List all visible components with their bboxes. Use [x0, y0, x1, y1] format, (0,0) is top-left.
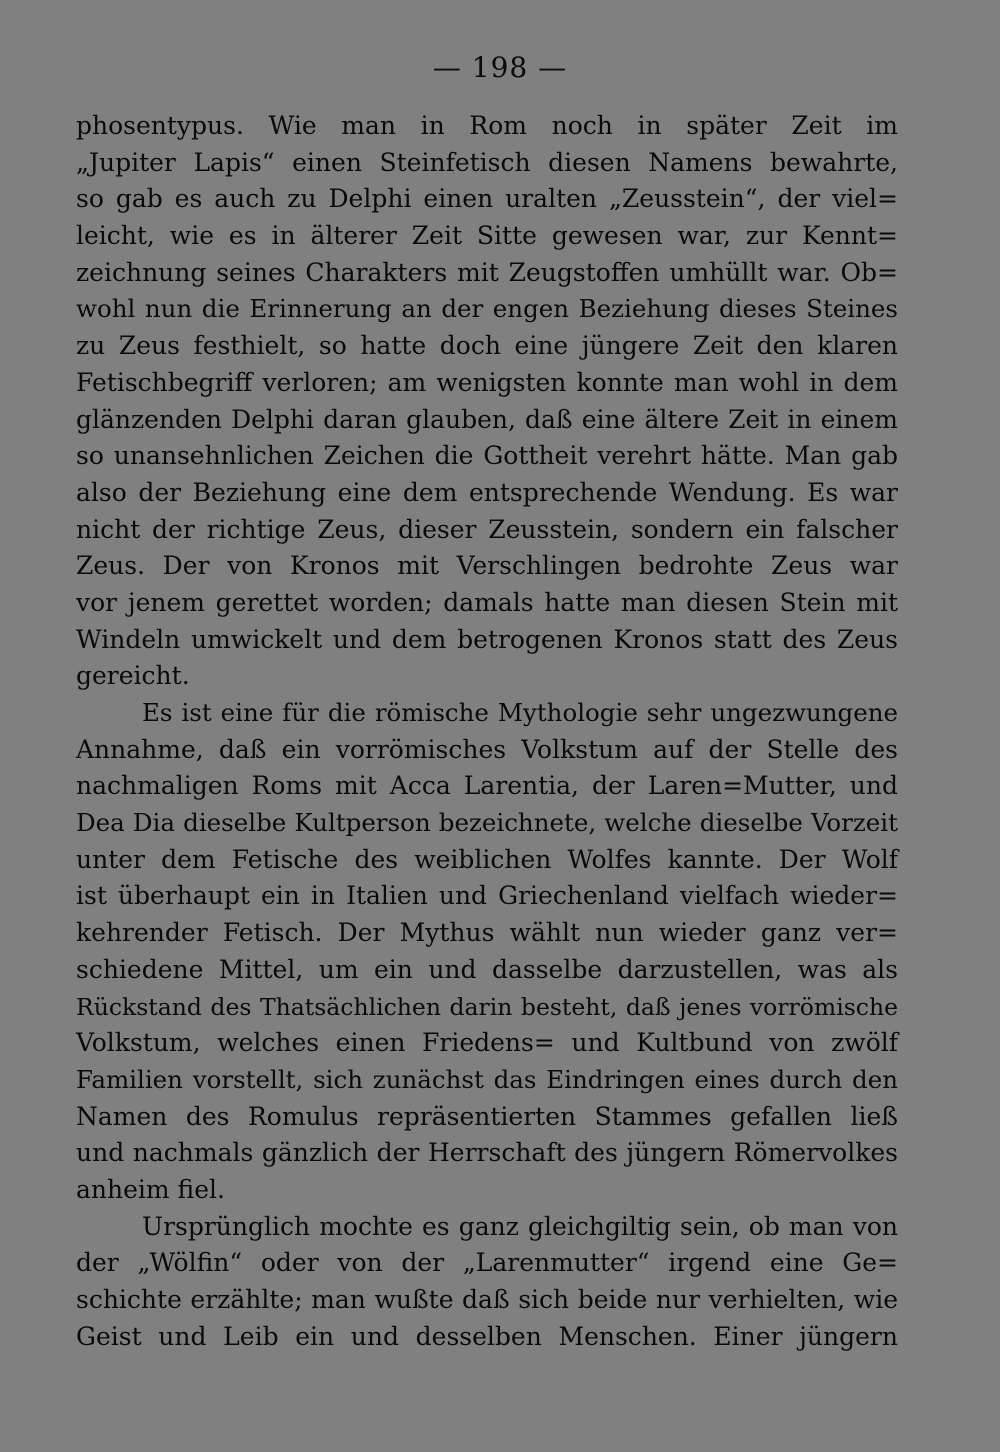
text-line: phosentypus. Wie man in Rom noch in später Zeit im: [76, 111, 898, 140]
text-line: ist überhaupt ein in Italien und Griechenland vielfach wieder=: [76, 881, 898, 911]
text-line: zeichnung seines Charakters mit Zeugstoffen umhüllt war. Ob=: [76, 257, 898, 287]
text-line: Geist und Leib ein und desselben Menschen. Einer jüngern: [76, 1321, 898, 1351]
text-line: Ursprünglich mochte es ganz gleichgiltig sein, ob man von: [142, 1211, 898, 1241]
text-line: nicht der richtige Zeus, dieser Zeusstein, sondern ein falscher: [76, 514, 898, 544]
text-line: kehrender Fetisch. Der Mythus wählt nun wieder ganz ver=: [76, 918, 898, 948]
text-line: glänzenden Delphi daran glauben, daß eine ältere Zeit in einem: [76, 404, 898, 434]
paragraph: [76, 695, 898, 1209]
body-text: [76, 108, 898, 1355]
text-line: leicht, wie es in älterer Zeit Sitte gewesen war, zur Kennt=: [76, 221, 898, 251]
text-line: gereicht.: [76, 661, 190, 691]
text-line: der „Wölfin“ oder von der „Larenmutter“ irgend eine Ge=: [76, 1248, 898, 1278]
text-line: Windeln umwickelt und dem betrogenen Kronos statt des Zeus: [76, 624, 898, 654]
text-line: also der Beziehung eine dem entsprechende Wendung. Es war: [76, 477, 898, 507]
text-line: so gab es auch zu Delphi einen uralten „Zeusstein“, der viel=: [76, 184, 898, 214]
text-line: wohl nun die Erinnerung an der engen Beziehung dieses Steines: [76, 294, 898, 324]
text-line: Fetischbegriff verloren; am wenigsten konnte man wohl in dem: [76, 367, 898, 397]
text-line: Familien vorstellt, sich zunächst das Eindringen eines durch den: [76, 1064, 898, 1094]
text-line: nachmaligen Roms mit Acca Larentia, der Laren=Mutter, und: [76, 771, 898, 801]
text-line: Annahme, daß ein vorrömisches Volkstum auf der Stelle des: [76, 734, 898, 764]
text-line: schichte erzählte; man wußte daß sich beide nur verhielten, wie: [76, 1285, 898, 1314]
text-line: anheim fiel.: [76, 1174, 225, 1204]
text-line: Dea Dia dieselbe Kultperson bezeichnete, welche dieselbe Vorzeit: [76, 808, 898, 838]
text-line: und nachmals gänzlich der Herrschaft des jüngern Römervolkes: [76, 1138, 898, 1168]
text-line: schiedene Mittel, um ein und dasselbe darzustellen, was als: [76, 954, 898, 984]
text-line: Volkstum, welches einen Friedens= und Kultbund von zwölf: [76, 1028, 898, 1058]
text-line: Namen des Romulus repräsentierten Stammes gefallen ließ: [76, 1101, 898, 1131]
page-number: — 198 —: [432, 51, 568, 84]
text-line: Rückstand des Thatsächlichen darin besteht, daß jenes vorrömische: [76, 992, 898, 1021]
text-line: „Jupiter Lapis“ einen Steinfetisch diesen Namens bewahrte,: [76, 147, 898, 177]
text-line: Es ist eine für die römische Mythologie sehr ungezwungene: [142, 698, 898, 727]
paragraph: [76, 108, 898, 695]
paragraph: [76, 1209, 898, 1356]
text-line: Zeus. Der von Kronos mit Verschlingen bedrohte Zeus war: [76, 551, 898, 581]
text-line: unter dem Fetische des weiblichen Wolfes kannte. Der Wolf: [76, 844, 898, 874]
text-line: zu Zeus festhielt, so hatte doch eine jüngere Zeit den klaren: [76, 331, 898, 361]
text-line: vor jenem gerettet worden; damals hatte man diesen Stein mit: [76, 587, 898, 617]
text-line: so unansehnlichen Zeichen die Gottheit verehrt hätte. Man gab: [76, 441, 898, 471]
